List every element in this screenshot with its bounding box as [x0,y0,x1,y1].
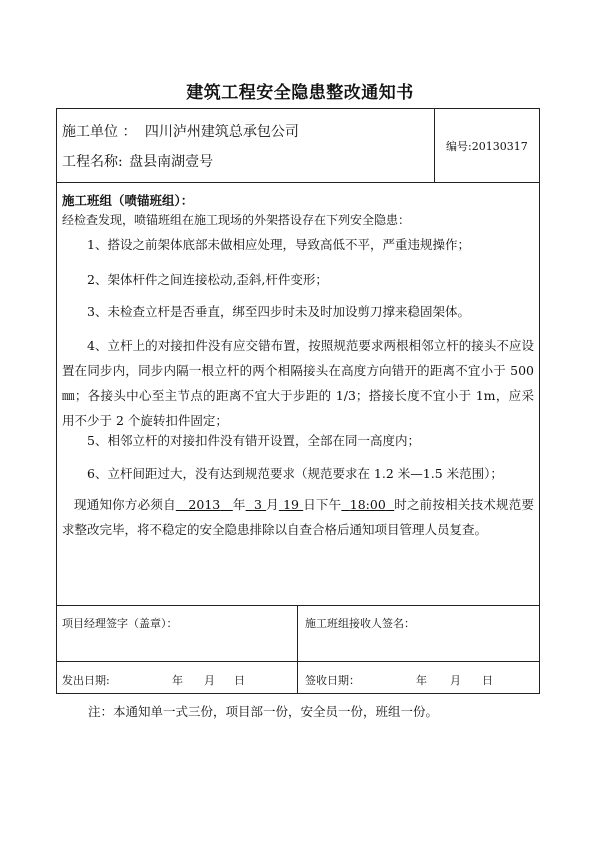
hazard-item-2: 2、架体杆件之间连接松动,歪斜,杆件变形； [87,272,328,287]
divider-dates [56,661,540,662]
notice-prefix: 现通知你方必须自 [74,497,176,512]
receive-date-year: 年 [416,674,427,687]
unit-value: 四川泸州建筑总承包公司 [144,124,299,140]
team-label: 施工班组（喷锚班组）： [62,193,194,208]
project-row [62,151,213,171]
notice-suffix: 时之前按相关技术规范要求整改完毕，将不稳定的安全隐患排除以自查合格后通知项目管理人员复查。 [62,497,534,537]
receive-date-label: 签收日期： [305,674,360,687]
notice-year: 2013 [188,497,221,512]
notice-month: 3 [253,497,262,512]
unit-label: 施工单位 ： [62,124,137,140]
footnote: 注：本通知单一式三份，项目部一份，安全员一份，班组一份。 [88,704,439,719]
receive-date-day: 日 [482,674,493,687]
issue-date-day: 日 [234,674,245,687]
unit-row [62,121,299,141]
manager-signature-label: 项目经理签字（盖章）： [62,617,178,630]
page-title: 建筑工程安全隐患整改通知书 [186,83,414,103]
project-value: 盘县南湖壹号 [129,154,214,170]
divider-signature [56,605,540,606]
divider-serial [434,108,435,182]
hazard-item-4: 4、立杆上的对接扣件没有应交错布置，按照规范要求两根相邻立杆的接头不应设置在同步内，同步内隔一根立杆的两个相隔接头在高度方向错开的距离不宜小于 500㎜；各接头中心至主节点的距离不宜大于步距的 1/3；搭接长度不宜小于 1m，应采用不少于 2 个旋转扣件固定； [62,338,534,428]
notice-year-unit: 年 [232,497,246,512]
notice-day-unit: 日下午 [303,497,342,512]
hazard-item-1: 1、搭设之前架体底部未做相应处理，导致高低不平，严重违规操作； [87,237,470,252]
serial-value: 20130317 [471,140,528,153]
hazard-item-6: 6、立杆间距过大，没有达到规范要求（规范要求在 1.2 米—1.5 米范围）； [87,466,503,481]
rectification-notice [62,492,534,542]
issue-date-month: 月 [204,674,215,687]
serial-label: 编号: [446,140,472,153]
issue-date-label: 发出日期: [62,674,110,687]
divider-header [56,182,540,183]
notice-month-unit: 月 [266,497,279,512]
hazard-item-3: 3、未检查立杆是否垂直，绑至四步时未及时加设剪刀撑来稳固架体。 [87,304,470,319]
hazard-item-5: 5、相邻立杆的对接扣件没有错开设置，全部在同一高度内； [87,433,420,448]
notice-day: 19 [283,497,299,512]
receiver-signature-label: 施工班组接收人签名： [305,617,415,630]
team-intro: 经检查发现，喷锚班组在施工现场的外架搭设存在下列安全隐患： [62,213,411,227]
project-label: 工程名称: [62,154,123,170]
serial-number [446,138,528,154]
notice-time: 18:00 [349,497,386,512]
divider-signature-columns [297,605,298,694]
receive-date-month: 月 [450,674,461,687]
issue-date-year: 年 [172,674,183,687]
